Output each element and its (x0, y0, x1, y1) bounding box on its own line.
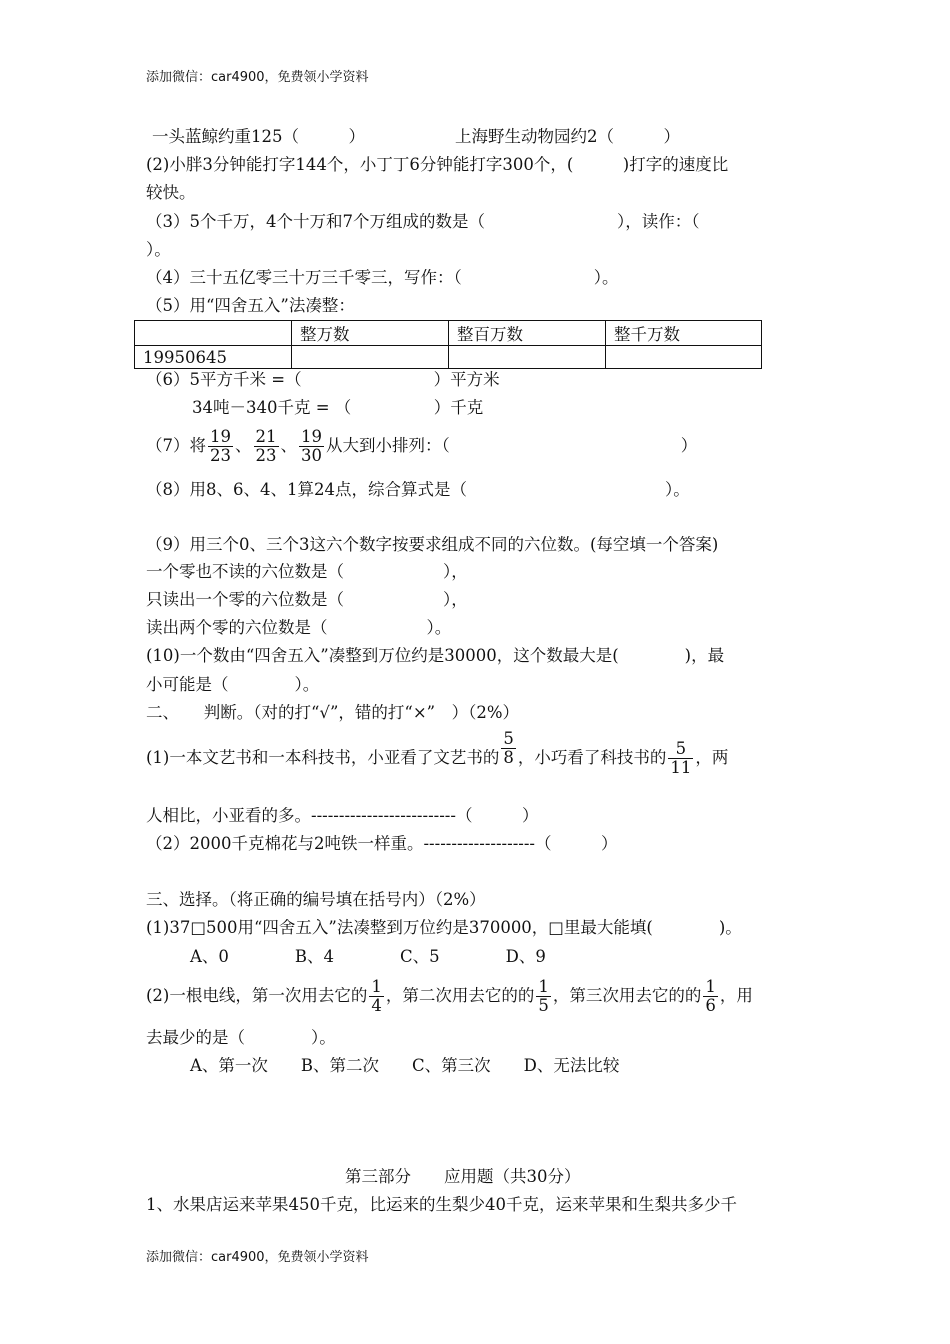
judge-1-mid: ，小巧看了科技书的 (517, 748, 667, 768)
q9-line: （9）用三个0、三个3这六个数字按要求组成不同的六位数。(每空填一个答案) (146, 535, 719, 554)
q9-line-a: 一个零也不读的六位数是（ ）， (146, 562, 468, 581)
q10-line-2: 小可能是（ ）。 (146, 675, 320, 694)
q7-prefix: （7）将 (146, 436, 206, 456)
fraction-numerator: 1 (705, 977, 716, 996)
q3-line-1: （3）5个千万，4个十万和7个万组成的数是（ ），读作：（ (146, 212, 700, 231)
choice-2-mid-1: ，第二次用去它的的 (385, 986, 535, 1006)
q7-suffix: 从大到小排列：（ ） (326, 436, 698, 456)
table-cell (606, 346, 762, 369)
q5-line: （5）用“四舍五入”法凑整： (146, 296, 355, 315)
table-header-row (135, 321, 762, 346)
table-row (135, 346, 762, 369)
fraction-denominator: 23 (210, 446, 231, 466)
choice-2-options: A、第一次 B、第二次 C、第三次 D、无法比较 (190, 1056, 620, 1075)
q1-zoo-line: 上海野生动物园约2（ ） (455, 127, 680, 146)
fraction-denominator: 5 (538, 996, 549, 1016)
q9-line-c: 读出两个零的六位数是（ ）。 (146, 618, 452, 637)
header-watermark-bottom: 添加微信：car4900，免费领小学资料 (146, 1250, 369, 1265)
fraction-numerator: 19 (210, 427, 231, 446)
fraction-numerator: 19 (301, 427, 322, 446)
choice-1-line: (1)37□500用“四舍五入”法凑整到万位约是370000，□里最大能填( )。 (146, 918, 742, 937)
choice-2-line-1 (146, 978, 753, 1015)
q1-whale-line: 一头蓝鲸约重125（ ） (152, 127, 365, 146)
choice-1-options: A、0 B、4 C、5 D、9 (190, 947, 546, 966)
part-3-title: 第三部分 应用题（共30分） (345, 1167, 581, 1186)
q7-line (146, 428, 697, 465)
q6-line-1: （6）5平方千米 =（ ）平方米 (146, 370, 500, 389)
table-header-cell: 整万数 (292, 321, 449, 346)
judge-2-line: （2）2000千克棉花与2吨铁一样重。--------------------（ ） (146, 834, 618, 853)
table-cell: 19950645 (135, 346, 292, 369)
table-header-cell (135, 321, 292, 346)
section-2-title: 二、 判断。（对的打“√”，错的打“×” ）（2%） (146, 703, 520, 722)
fraction-numerator: 5 (668, 740, 693, 759)
fraction-denominator: 6 (705, 996, 716, 1016)
fraction-21-23 (254, 428, 279, 465)
fraction-denominator: 23 (255, 446, 277, 466)
q3-line-2: ）。 (146, 240, 171, 259)
q2-line-1: (2)小胖3分钟能打字144个，小丁丁6分钟能打字300个，( )打字的速度比 (146, 155, 729, 174)
judge-1-line-1 (146, 729, 729, 778)
table-cell (449, 346, 606, 369)
fraction-numerator: 5 (503, 729, 514, 748)
fraction-1-4 (369, 978, 384, 1015)
fraction-numerator: 21 (255, 427, 277, 446)
judge-1-suffix: ，两 (695, 748, 729, 768)
choice-2-prefix: (2)一根电线，第一次用去它的 (146, 986, 368, 1006)
q2-line-2: 较快。 (146, 183, 196, 202)
q7-separator: 、 (235, 436, 252, 456)
table-header-cell: 整百万数 (449, 321, 606, 346)
q4-line: （4）三十五亿零三十万三千零三，写作：（ ）。 (146, 268, 619, 287)
judge-1-line-2: 人相比，小亚看的多。--------------------------（ ） (146, 806, 539, 825)
fraction-numerator: 1 (371, 977, 382, 996)
fraction-19-30 (299, 428, 324, 465)
header-watermark-top: 添加微信：car4900，免费领小学资料 (146, 70, 369, 85)
section-3-title: 三、选择。（将正确的编号填在括号内）（2%） (146, 890, 486, 909)
fraction-19-23 (208, 428, 233, 465)
q7-separator: 、 (280, 436, 297, 456)
choice-2-line-2: 去最少的是（ ）。 (146, 1028, 336, 1047)
fraction-denominator: 4 (371, 996, 382, 1016)
fraction-5-8 (501, 730, 516, 767)
q6-line-2: 34吨－340千克 = （ ）千克 (192, 398, 484, 417)
fraction-5-11 (668, 740, 693, 777)
fraction-1-5 (536, 978, 551, 1015)
application-1-line: 1、水果店运来苹果450千克，比运来的生梨少40千克，运来苹果和生梨共多少千 (146, 1195, 737, 1214)
fraction-1-6 (703, 978, 718, 1015)
choice-2-suffix: ，用 (719, 986, 753, 1006)
choice-2-mid-2: ，第三次用去它的的 (552, 986, 702, 1006)
fraction-denominator: 11 (670, 758, 692, 778)
q9-line-b: 只读出一个零的六位数是（ ）， (146, 590, 468, 609)
q10-line-1: (10)一个数由“四舍五入”凑整到万位约是30000，这个数最大是( )，最 (146, 646, 725, 665)
fraction-denominator: 8 (503, 748, 514, 768)
judge-1-prefix: (1)一本文艺书和一本科技书，小亚看了文艺书的 (146, 748, 500, 768)
table-cell (292, 346, 449, 369)
fraction-numerator: 1 (538, 977, 549, 996)
table-header-cell: 整千万数 (606, 321, 762, 346)
q8-line: （8）用8、6、4、1算24点，综合算式是（ ）。 (146, 480, 690, 499)
fraction-denominator: 30 (301, 446, 322, 466)
rounding-table (134, 320, 762, 369)
